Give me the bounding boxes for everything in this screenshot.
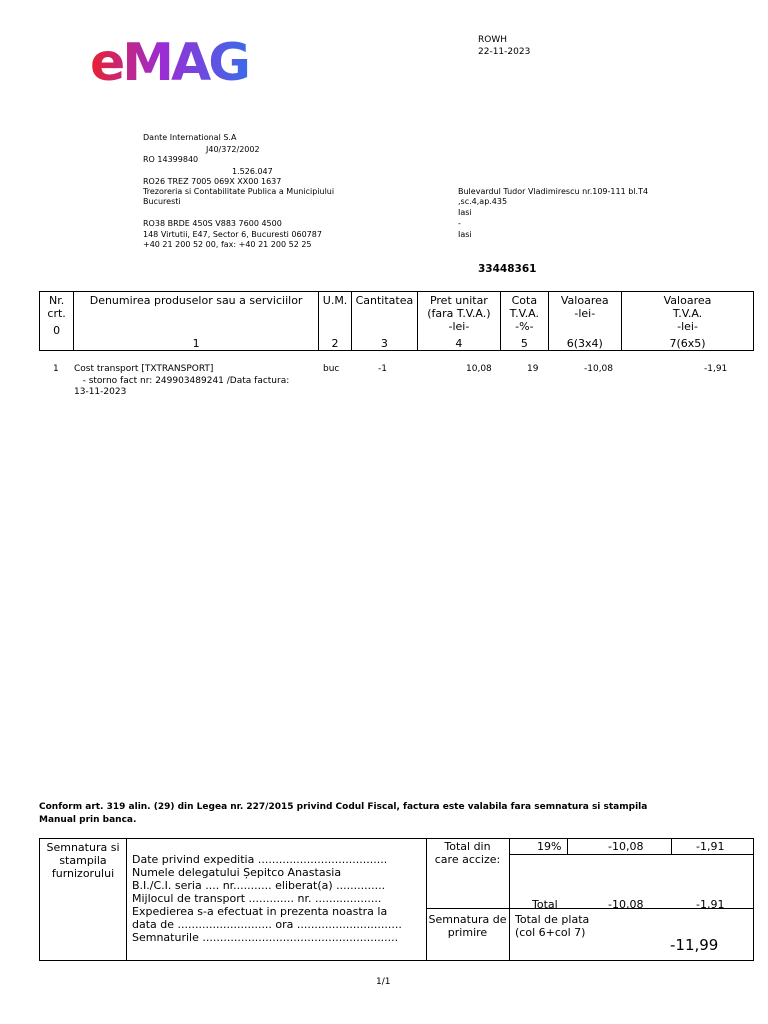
legal-note-line1: Conform art. 319 alin. (29) din Legea nr. 227/2015 privind Codul Fiscal, factura este valabila fara semnatura si stampila xyxy=(39,802,648,812)
col-header-num: 4 xyxy=(455,337,463,350)
row-nr: 1 xyxy=(53,364,59,374)
supplier-name: Dante International S.A xyxy=(143,133,237,142)
client-line1: Bulevardul Tudor Vladimirescu nr.109-111 bl.T4 xyxy=(458,187,649,196)
legal-note-line2: Manual prin banca. xyxy=(39,815,137,825)
row-value: -10,08 xyxy=(584,364,614,374)
col-header-label: Pret unitar (fara T.V.A.) -lei- xyxy=(427,294,491,333)
supplier-reg: J40/372/2002 xyxy=(206,145,260,154)
vat-base: -10,08 xyxy=(608,840,644,853)
receipt-signature-label: Semnatura de primire xyxy=(428,913,507,939)
supplier-bank1-city: Bucuresti xyxy=(143,197,181,206)
col-header-value xyxy=(548,292,622,351)
total-vat: -1,91 xyxy=(696,898,725,911)
doc-code: ROWH xyxy=(478,35,508,45)
expedition-line: Date privind expeditia ..................................... xyxy=(132,853,388,866)
items-table-header xyxy=(39,291,754,351)
col-header-qty xyxy=(352,292,417,351)
supplier-signature-label: Semnatura si stampila furnizorului xyxy=(46,841,120,880)
expedition-line: B.I./C.I. seria .... nr........... eliberat(a) .............. xyxy=(132,879,386,892)
col-header-num: 1 xyxy=(192,337,200,350)
col-header-label: U.M. xyxy=(322,294,348,307)
col-header-um xyxy=(318,292,351,351)
col-header-vat-value xyxy=(622,292,754,351)
page-number: 1/1 xyxy=(376,977,391,987)
col-header-num: 3 xyxy=(380,337,388,350)
col-header-num: 2 xyxy=(331,337,339,350)
col-header-label: Denumirea produselor sau a serviciilor xyxy=(89,294,303,307)
total-value: -10,08 xyxy=(608,898,644,911)
row-vat-value: -1,91 xyxy=(704,364,728,374)
col-header-label: Cota T.V.A. -%- xyxy=(509,294,540,333)
expedition-line: Expedierea s-a efectuat in prezenta noastra la xyxy=(132,905,388,918)
row-um: buc xyxy=(323,364,340,374)
total-din-accize-label: Total din care accize: xyxy=(434,840,501,866)
total-plata-label: Total de plata (col 6+col 7) xyxy=(515,913,590,939)
emag-logo xyxy=(90,34,275,86)
col-header-description xyxy=(74,292,319,351)
col-header-label: Valoarea -lei- xyxy=(560,294,609,320)
col-header-num: 7(6x5) xyxy=(669,337,706,350)
supplier-iban1: RO26 TREZ 7005 069X XX00 1637 xyxy=(143,177,282,186)
col-header-vat-rate xyxy=(501,292,548,351)
col-header-nr xyxy=(40,292,74,351)
legal-note xyxy=(39,801,647,827)
doc-date: 22-11-2023 xyxy=(478,47,531,57)
col-header-num: 5 xyxy=(520,337,528,350)
row-unit-price: 10,08 xyxy=(466,364,492,374)
row-vat-rate: 19 xyxy=(527,364,539,374)
expedition-info xyxy=(132,853,402,944)
client-line2: ,sc.4,ap.435 xyxy=(458,197,508,206)
supplier-iban2: RO38 BRDE 450S V883 7600 4500 xyxy=(143,219,282,228)
row-qty: -1 xyxy=(378,364,387,374)
row-description: Cost transport [TXTRANSPORT] - storno fact nr: 249903489241 /Data factura: 13-11-2023 xyxy=(74,364,290,397)
col-header-num: 6(3x4) xyxy=(566,337,603,350)
footer-box xyxy=(39,838,754,961)
invoice-number: 33448361 xyxy=(478,263,537,275)
vat-percent: 19% xyxy=(537,840,562,853)
client-line5: Iasi xyxy=(458,230,472,239)
client-line4: - xyxy=(458,219,461,228)
col-header-label: Nr. crt. xyxy=(47,294,66,320)
col-header-unit-price xyxy=(417,292,501,351)
total-label: Total xyxy=(532,898,558,911)
col-header-label: Valoarea T.V.A. -lei- xyxy=(663,294,712,333)
expedition-line: data de ........................... ora .............................. xyxy=(132,918,402,931)
header-meta xyxy=(478,34,530,58)
vat-amount: -1,91 xyxy=(696,840,725,853)
supplier-phone: +40 21 200 52 00, fax: +40 21 200 52 25 xyxy=(143,240,312,249)
supplier-capital: 1.526.047 xyxy=(232,167,273,176)
total-plata-value: -11,99 xyxy=(670,936,719,954)
col-header-num: 0 xyxy=(53,324,61,337)
col-header-label: Cantitatea xyxy=(355,294,414,307)
supplier-address: 148 Virtutii, E47, Sector 6, Bucuresti 060787 xyxy=(143,230,322,239)
expedition-line: Semnaturile ........................................................ xyxy=(132,931,399,944)
expedition-line: Numele delegatului Șepitco Anastasia xyxy=(132,866,342,879)
expedition-line: Mijlocul de transport ............. nr. ................... xyxy=(132,892,382,905)
supplier-bank1: Trezoreria si Contabilitate Publica a Municipiului xyxy=(143,187,335,196)
client-line3: Iasi xyxy=(458,208,472,217)
supplier-cif: RO 14399840 xyxy=(143,155,199,164)
logo-text: eMAG xyxy=(90,34,248,86)
